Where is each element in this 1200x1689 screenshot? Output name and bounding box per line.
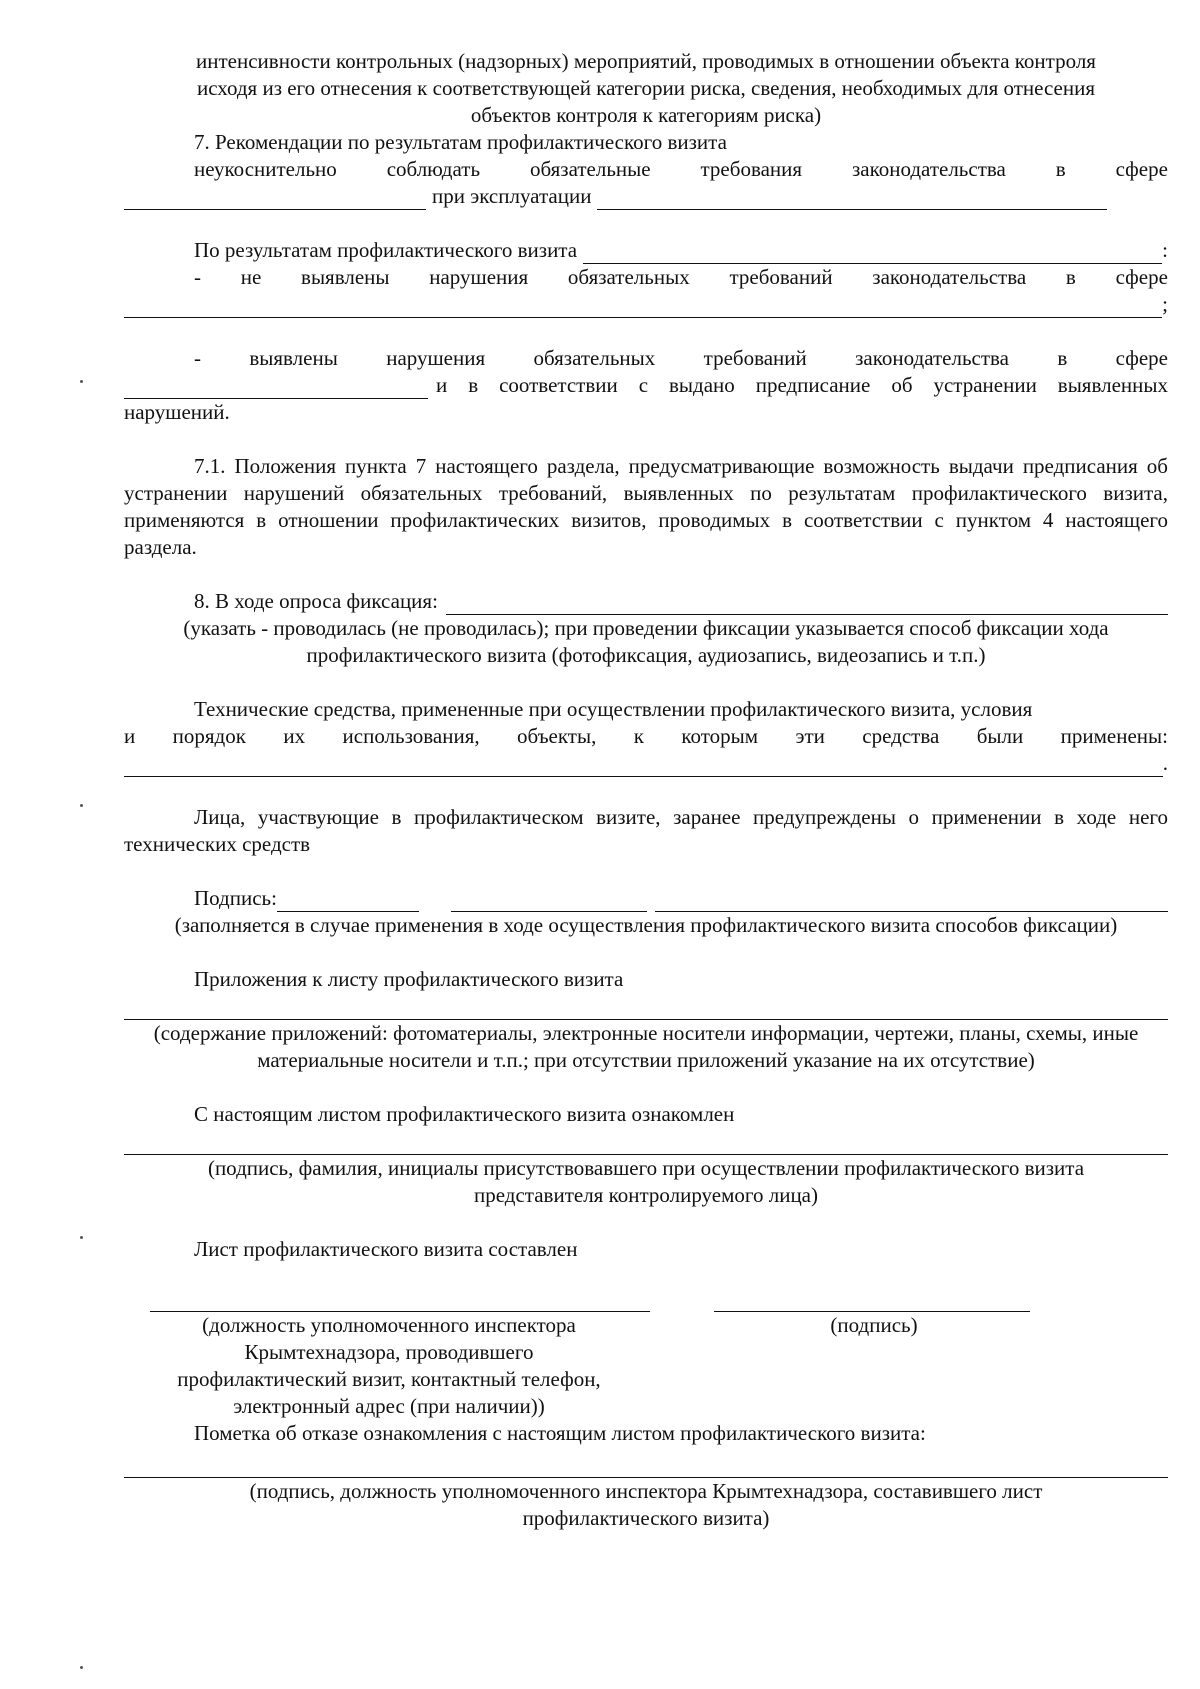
inspector-position-blank[interactable] <box>150 1289 650 1312</box>
object-blank[interactable] <box>597 187 1107 210</box>
scan-speck <box>80 1236 83 1239</box>
signature-blank-1[interactable] <box>277 889 419 912</box>
signature-row: Подпись: <box>124 885 1168 912</box>
acquainted-blank[interactable] <box>124 1132 1168 1155</box>
inspector-signature-column <box>714 1289 1034 1420</box>
refusal-note: (подпись, должность уполномоченного инспектора Крымтехнадзора, составившего лист профилактического визита) <box>249 1479 1043 1530</box>
persons-warned: Лица, участвующие в профилактическом визите, заранее предупреждены о применении в ходе него технических средств <box>124 805 1168 856</box>
attachments-label: Приложения к листу профилактического визита <box>194 967 624 991</box>
tech-line-1: Технические средства, примененные при осуществлении профилактического визита, условия <box>194 697 1033 721</box>
inspector-position-column <box>124 1289 654 1420</box>
tech-blank-row: . <box>124 750 1168 777</box>
signature-blank-2[interactable] <box>451 889 647 912</box>
signature-blank-3[interactable] <box>655 889 1168 912</box>
intro-line-2: исходя из его отнесения к соответствующей категории риска, сведения, необходимых для отнесения <box>196 76 1095 100</box>
recommendations-line: неукоснительно соблюдать обязательные требования законодательства в сфере <box>194 157 1168 181</box>
results-heading-row: По результатам профилактического визита : <box>194 238 1168 262</box>
signature-note: (заполняется в случае применения в ходе осуществления профилактического визита способов фиксации) <box>174 913 1118 937</box>
fixation-blank[interactable] <box>446 592 1168 615</box>
refusal-blank[interactable] <box>124 1455 1168 1478</box>
acquainted-label: С настоящим листом профилактического визита ознакомлен <box>194 1102 735 1126</box>
inspector-position-note: (должность уполномоченного инспектора Крымтехнадзора, проводившего профилактический визит, контактный телефон, электронный адрес (при наличии)) <box>177 1313 601 1418</box>
tech-means-blank[interactable] <box>124 754 1163 777</box>
recommendations-heading: 7. Рекомендации по результатам профилактического визита <box>194 130 727 154</box>
recommendations-blank-row: при эксплуатации <box>124 183 1168 210</box>
not-found-line: - не выявлены нарушения обязательных требований законодательства в сфере <box>194 265 1168 289</box>
found-blank-row: и в соответствии с выдано предписание об устранении выявленных <box>124 372 1168 399</box>
found-sphere-blank[interactable] <box>124 376 428 399</box>
attachments-blank[interactable] <box>124 997 1168 1020</box>
attachments-note: (содержание приложений: фотоматериалы, электронные носители информации, чертежи, планы, схемы, иные материальные носители и т.п.; при отсутствии приложений указание на их отсутствие) <box>153 1021 1139 1072</box>
found-line: - выявлены нарушения обязательных требований законодательства в сфере <box>194 346 1168 370</box>
inspector-signature-blank[interactable] <box>714 1289 1030 1312</box>
refusal-label: Пометка об отказе ознакомления с настоящим листом профилактического визита: <box>194 1421 926 1445</box>
scan-speck <box>80 1666 83 1669</box>
acquainted-note: (подпись, фамилия, инициалы присутствовавшего при осуществлении профилактического визита представителя контролируемого лица) <box>207 1156 1085 1207</box>
fixation-row: 8. В ходе опроса фиксация: <box>124 588 1168 615</box>
inspector-signature-note: (подпись) <box>830 1313 918 1337</box>
intro-line-1: интенсивности контрольных (надзорных) мероприятий, проводимых в отношении объекта контроля <box>196 49 1096 73</box>
tech-line-2: и порядок их использования, объекты, к которым эти средства были применены: <box>124 724 1168 748</box>
paragraph-7-1: 7.1. Положения пункта 7 настоящего раздела, предусматривающие возможность выдачи предписания об устранении нарушений обязательных требований, выявленных по результатам профилактического визита, применяются в отношении профилактических визитов, проводимых в соответствии с пунктом 4 настоящего раздела. <box>124 454 1168 559</box>
document-body <box>124 48 1168 1532</box>
intro-line-3: объектов контроля к категориям риска) <box>470 103 822 127</box>
scan-speck <box>80 804 83 807</box>
fixation-note: (указать - проводилась (не проводилась); при проведении фиксации указывается способ фиксации хода профилактического визита (фотофиксация, аудиозапись, видеозапись и т.п.) <box>183 616 1109 667</box>
compiled-signature-block <box>124 1289 1168 1420</box>
found-end: нарушений. <box>124 400 230 424</box>
not-found-blank-row: ; <box>124 291 1168 318</box>
not-found-sphere-blank[interactable] <box>124 295 1162 318</box>
sphere-blank[interactable] <box>124 187 426 210</box>
results-blank[interactable] <box>583 241 1162 264</box>
scan-speck <box>80 380 83 383</box>
compiled-label: Лист профилактического визита составлен <box>194 1237 578 1261</box>
